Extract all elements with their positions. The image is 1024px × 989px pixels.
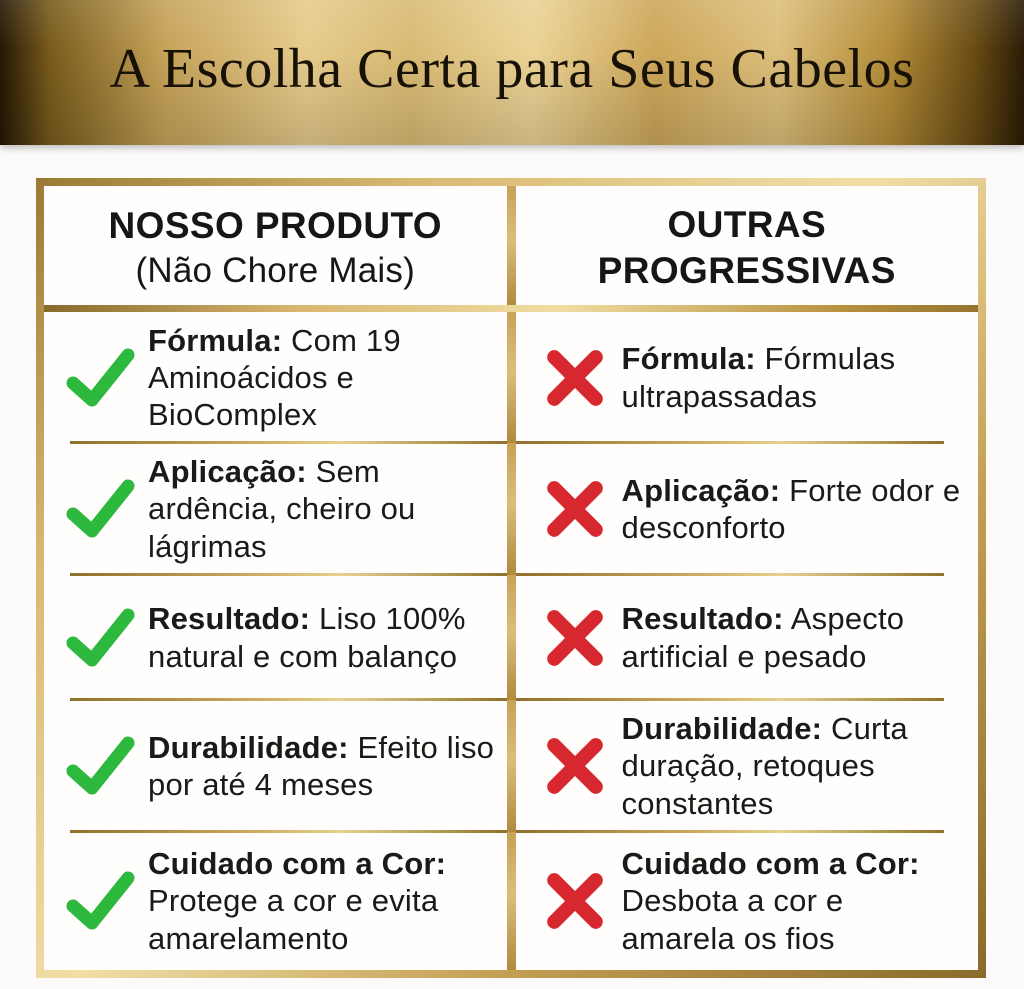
page-title: A Escolha Certa para Seus Cabelos bbox=[109, 37, 915, 100]
other-formula-text: Fórmula: Fórmulas ultrapassadas bbox=[621, 341, 896, 414]
column-header-our-product bbox=[44, 186, 507, 305]
table-row-cuidado-cor bbox=[44, 832, 978, 970]
table-body bbox=[44, 312, 978, 970]
check-icon bbox=[62, 607, 140, 669]
other-cuidado-cor-text: Cuidado com a Cor: Desbota a cor e amarela os fios bbox=[621, 846, 920, 956]
our-product-subtitle: (Não Chore Mais) bbox=[135, 250, 415, 290]
check-icon bbox=[62, 478, 140, 540]
column-divider bbox=[507, 312, 516, 443]
other-aplicacao-cell bbox=[516, 443, 979, 575]
other-products-title-line2: PROGRESSIVAS bbox=[597, 249, 896, 291]
our-durabilidade-cell bbox=[44, 700, 507, 832]
column-divider bbox=[507, 700, 516, 832]
check-icon bbox=[62, 870, 140, 932]
our-formula-cell bbox=[44, 312, 507, 443]
other-resultado-text: Resultado: Aspecto artificial e pesado bbox=[621, 601, 905, 674]
table-row-resultado bbox=[44, 575, 978, 700]
x-icon bbox=[536, 733, 614, 799]
our-resultado-text: Resultado: Liso 100% natural e com balanço bbox=[148, 601, 466, 674]
other-durabilidade-cell bbox=[516, 700, 979, 832]
column-header-other-products bbox=[516, 186, 979, 305]
x-icon bbox=[536, 868, 614, 934]
table-row-durabilidade bbox=[44, 700, 978, 832]
header-separator bbox=[44, 305, 978, 312]
table-header-row bbox=[44, 186, 978, 305]
our-aplicacao-cell bbox=[44, 443, 507, 575]
other-durabilidade-text: Durabilidade: Curta duração, retoques constantes bbox=[621, 711, 908, 821]
comparison-table-inner bbox=[44, 186, 978, 970]
other-cuidado-cor-cell bbox=[516, 832, 979, 970]
table-row-aplicacao bbox=[44, 443, 978, 575]
x-icon bbox=[536, 476, 614, 542]
column-divider bbox=[507, 443, 516, 575]
x-icon bbox=[536, 345, 614, 411]
x-icon bbox=[536, 605, 614, 671]
comparison-table bbox=[36, 178, 986, 978]
our-aplicacao-text: Aplicação: Sem ardência, cheiro ou lágrimas bbox=[148, 454, 416, 564]
our-durabilidade-text: Durabilidade: Efeito liso por até 4 meses bbox=[148, 729, 495, 802]
our-resultado-cell bbox=[44, 575, 507, 700]
other-aplicacao-text: Aplicação: Forte odor e desconforto bbox=[621, 472, 961, 545]
other-resultado-cell bbox=[516, 575, 979, 700]
our-product-title: NOSSO PRODUTO bbox=[108, 204, 442, 246]
banner bbox=[0, 0, 1024, 145]
our-formula-text: Fórmula: Com 19 Aminoácidos e BioComplex bbox=[148, 322, 401, 433]
check-icon bbox=[62, 347, 140, 409]
our-cuidado-cor-text: Cuidado com a Cor: Protege a cor e evita amarelamento bbox=[148, 846, 447, 956]
column-divider bbox=[507, 186, 516, 305]
check-icon bbox=[62, 735, 140, 797]
other-formula-cell bbox=[516, 312, 979, 443]
column-divider bbox=[507, 575, 516, 700]
our-cuidado-cor-cell bbox=[44, 832, 507, 970]
table-row-formula bbox=[44, 312, 978, 443]
column-divider bbox=[507, 832, 516, 970]
other-products-title-line1: OUTRAS bbox=[667, 203, 827, 245]
